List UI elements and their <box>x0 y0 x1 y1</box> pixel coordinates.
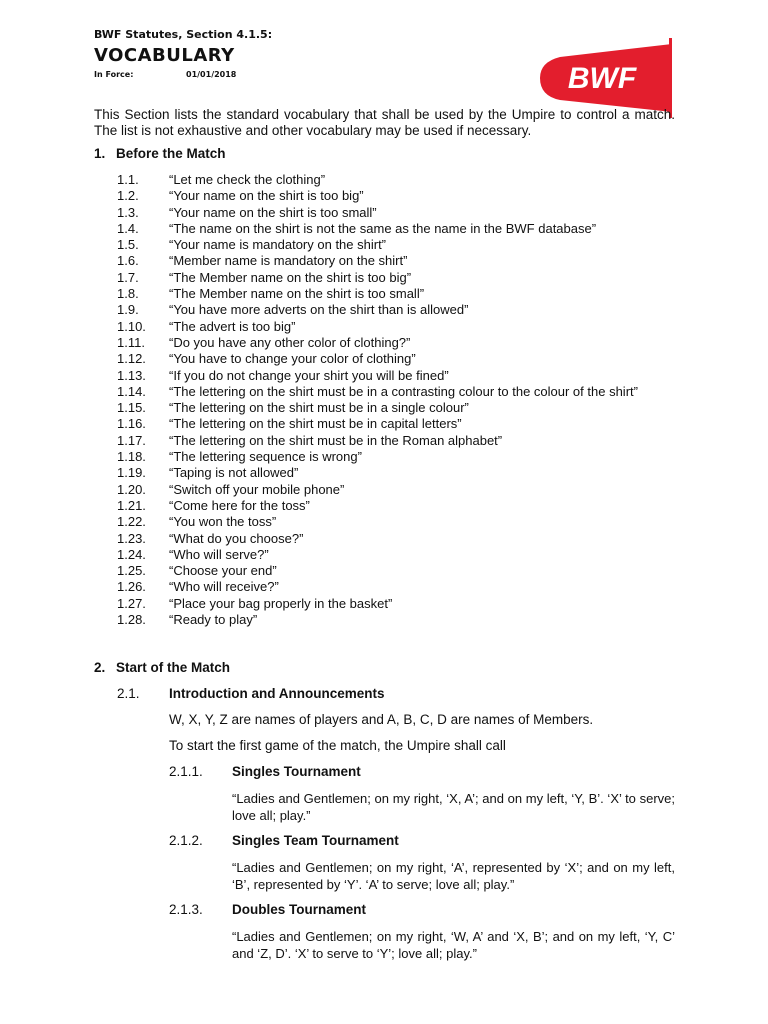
item-2-1-3-number: 2.1.3. <box>169 902 203 917</box>
list-item-text: “Who will serve?” <box>169 546 269 562</box>
list-item-number: 1.7. <box>117 269 139 285</box>
list-item <box>117 433 677 449</box>
item-2-1-2-quote: “Ladies and Gentlemen; on my right, ‘A’, represented by ‘X’; and on my left, ‘B’, represented by ‘Y’. ‘A’ to serve; love all; play.” <box>232 860 675 892</box>
list-item-text: “Do you have any other color of clothing?” <box>169 334 411 350</box>
in-force-date: 01/01/2018 <box>186 70 237 79</box>
item-2-1-1-quote: “Ladies and Gentlemen; on my right, ‘X, A’; and on my left, ‘Y, B’. ‘X’ to serve; love all; play.” <box>232 791 675 823</box>
list-item-text: “Taping is not allowed” <box>169 465 299 481</box>
list-item <box>117 514 677 530</box>
list-item <box>117 498 677 514</box>
logo-text: BWF <box>567 62 637 95</box>
list-item-number: 1.2. <box>117 188 139 204</box>
item-2-1-3-heading <box>169 902 366 917</box>
list-item <box>117 270 677 286</box>
list-item <box>117 531 677 547</box>
list-item-number: 1.25. <box>117 563 146 579</box>
before-match-list <box>117 172 677 628</box>
list-item-text: “Let me check the clothing” <box>169 172 326 187</box>
list-item-number: 1.1. <box>117 172 139 187</box>
item-2-1-2-number: 2.1.2. <box>169 833 203 848</box>
list-item <box>117 400 677 416</box>
list-item-text: “The name on the shirt is not the same as the name in the BWF database” <box>169 220 597 236</box>
list-item-text: “If you do not change your shirt you will be fined” <box>169 367 449 383</box>
list-item <box>117 221 677 237</box>
list-item-text: “Switch off your mobile phone” <box>169 481 345 497</box>
list-item-number: 1.19. <box>117 465 146 481</box>
list-item-number: 1.11. <box>117 334 145 350</box>
list-item-text: “Your name is mandatory on the shirt” <box>169 237 387 253</box>
list-item-number: 1.12. <box>117 351 146 367</box>
list-item-text: “Place your bag properly in the basket” <box>169 595 393 611</box>
list-item <box>117 482 677 498</box>
list-item-number: 1.16. <box>117 416 146 432</box>
list-item <box>117 205 677 221</box>
list-item-text: “The lettering on the shirt must be in capital letters” <box>169 416 462 432</box>
in-force-label: In Force: <box>94 70 134 79</box>
list-item <box>117 465 677 481</box>
section-2-heading <box>94 660 230 675</box>
subsection-2-1-heading <box>117 686 385 701</box>
item-2-1-1-number: 2.1.1. <box>169 764 203 779</box>
list-item-number: 1.28. <box>117 612 146 628</box>
subsection-2-1-title: Introduction and Announcements <box>169 686 385 701</box>
list-item-number: 1.15. <box>117 400 146 416</box>
list-item <box>117 237 677 253</box>
list-item <box>117 579 677 595</box>
list-item-text: “Choose your end” <box>169 563 277 579</box>
list-item-number: 1.22. <box>117 514 146 530</box>
intro-paragraph: This Section lists the standard vocabulary that shall be used by the Umpire to control a match. The list is not exhaustive and other vocabulary may be used if necessary. <box>94 107 675 138</box>
list-item-number: 1.21. <box>117 497 146 513</box>
list-item <box>117 547 677 563</box>
list-item-text: “You have more adverts on the shirt than is allowed” <box>169 302 469 318</box>
players-members-note: W, X, Y, Z are names of players and A, B, C, D are names of Members. <box>169 712 594 727</box>
list-item <box>117 384 677 400</box>
list-item <box>117 188 677 204</box>
list-item <box>117 612 677 628</box>
list-item-text: “You have to change your color of clothing” <box>169 351 416 367</box>
list-item-number: 1.18. <box>117 449 146 465</box>
list-item <box>117 596 677 612</box>
list-item-number: 1.4. <box>117 220 139 236</box>
list-item <box>117 449 677 465</box>
section-2-title: Start of the Match <box>116 660 231 675</box>
list-item-number: 1.17. <box>117 432 146 448</box>
item-2-1-3-quote: “Ladies and Gentlemen; on my right, ‘W, A’ and ‘X, B’; and on my left, ‘Y, C’ and ‘Z, D’. ‘X’ to serve to ‘Y’; love all; play.” <box>232 929 675 961</box>
list-item-text: “Ready to play” <box>169 612 258 628</box>
list-item-text: “Come here for the toss” <box>169 497 310 513</box>
list-item <box>117 368 677 384</box>
statute-reference: BWF Statutes, Section 4.1.5: <box>94 28 273 41</box>
section-1-title: Before the Match <box>116 146 226 161</box>
item-2-1-3-title: Doubles Tournament <box>232 902 367 917</box>
list-item-number: 1.8. <box>117 286 139 302</box>
section-2-number: 2. <box>94 660 106 675</box>
section-1-heading <box>94 146 226 161</box>
umpire-call-intro: To start the first game of the match, the Umpire shall call <box>169 738 506 753</box>
list-item-text: “Who will receive?” <box>169 579 279 595</box>
list-item <box>117 416 677 432</box>
list-item-text: “The Member name on the shirt is too small” <box>169 286 425 302</box>
list-item-number: 1.26. <box>117 579 146 595</box>
list-item-text: “What do you choose?” <box>169 530 304 546</box>
bwf-logo <box>536 38 678 118</box>
list-item-text: “The lettering on the shirt must be in a contrasting colour to the colour of the shirt” <box>169 383 638 399</box>
list-item-number: 1.24. <box>117 546 146 562</box>
list-item <box>117 253 677 269</box>
list-item-text: “Member name is mandatory on the shirt” <box>169 253 408 269</box>
list-item-number: 1.20. <box>117 481 146 497</box>
item-2-1-2-title: Singles Team Tournament <box>232 833 399 848</box>
list-item-text: “You won the toss” <box>169 514 277 530</box>
list-item-text: “The lettering on the shirt must be in the Roman alphabet” <box>169 432 503 448</box>
item-2-1-2-heading <box>169 833 399 848</box>
list-item-text: “The Member name on the shirt is too big” <box>169 269 412 285</box>
list-item-number: 1.5. <box>117 237 139 253</box>
list-item-text: “The lettering on the shirt must be in a single colour” <box>169 400 469 416</box>
list-item-number: 1.6. <box>117 253 139 269</box>
list-item <box>117 335 677 351</box>
list-item-number: 1.13. <box>117 367 146 383</box>
list-item-text: “Your name on the shirt is too big” <box>169 188 364 204</box>
list-item <box>117 563 677 579</box>
list-item <box>117 172 677 188</box>
list-item-number: 1.27. <box>117 595 146 611</box>
list-item-text: “The lettering sequence is wrong” <box>169 449 362 465</box>
list-item <box>117 302 677 318</box>
list-item-number: 1.14. <box>117 383 146 399</box>
list-item-number: 1.10. <box>117 318 146 334</box>
list-item <box>117 286 677 302</box>
subsection-2-1-number: 2.1. <box>117 686 140 701</box>
list-item-number: 1.3. <box>117 204 139 220</box>
page-title: VOCABULARY <box>94 45 235 66</box>
list-item-text: “The advert is too big” <box>169 318 296 334</box>
item-2-1-1-title: Singles Tournament <box>232 764 361 779</box>
list-item-text: “Your name on the shirt is too small” <box>169 204 377 220</box>
list-item <box>117 319 677 335</box>
list-item <box>117 351 677 367</box>
section-1-number: 1. <box>94 146 106 161</box>
item-2-1-1-heading <box>169 764 361 779</box>
list-item-number: 1.23. <box>117 530 146 546</box>
list-item-number: 1.9. <box>117 302 139 318</box>
